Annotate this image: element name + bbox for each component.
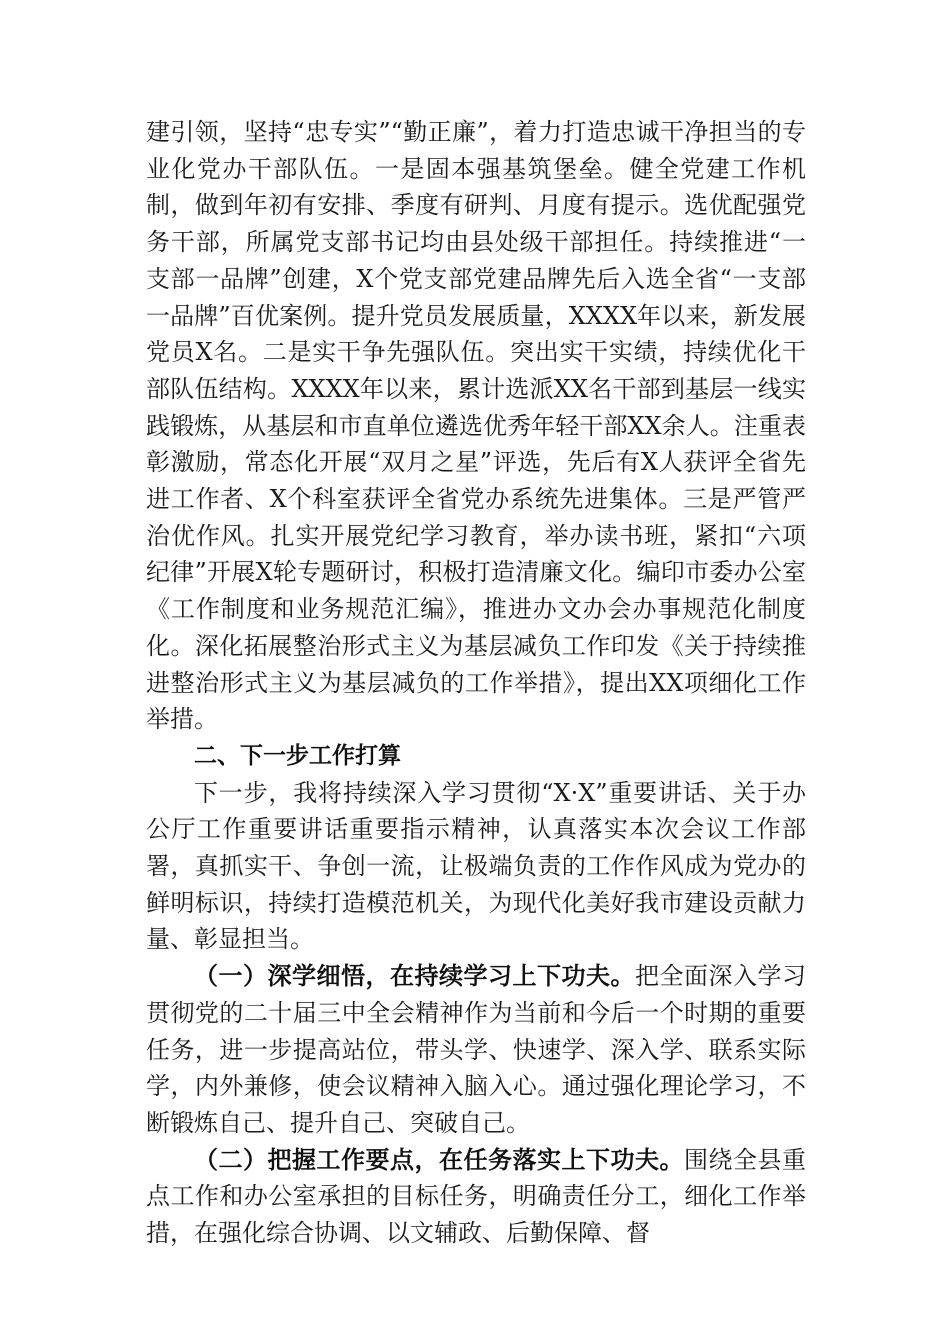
document-body (146, 114, 806, 1252)
item-2-body: 围绕全县重点工作和办公室承担的目标任务，明确责任分工，细化工作举措，在强化综合协调、以文辅政、后勤保障、督 (146, 1145, 806, 1248)
body-paragraph-1: 建引领，坚持“忠专实”“勤正廉”，着力打造忠诚干净担当的专业化党办干部队伍。一是固本强基筑堡垒。健全党建工作机制，做到年初有安排、季度有研判、月度有提示。选优配强党务干部，所属党支部书记均由县处级干部担任。持续推进“一支部一品牌”创建，X个党支部党建品牌先后入选全省“一支部一品牌”百优案例。提升党员发展质量，XXXX年以来，新发展党员X名。二是实干争先强队伍。突出实干实绩，持续优化干部队伍结构。XXXX年以来，累计选派XX名干部到基层一线实践锻炼，从基层和市直单位遴选优秀年轻干部XX余人。注重表彰激励，常态化开展“双月之星”评选，先后有X人获评全省先进工作者、X个科室获评全省党办系统先进集体。三是严管严治优作风。扎实开展党纪学习教育，举办读书班，紧扣“六项纪律”开展X轮专题研讨，积极打造清廉文化。编印市委办公室《工作制度和业务规范汇编》，推进办文办会办事规范化制度化。深化拓展整治形式主义为基层减负工作印发《关于持续推进整治形式主义为基层减负的工作举措》，提出XX项细化工作举措。 (146, 118, 806, 734)
item-1-paragraph (146, 958, 806, 1142)
body-paragraph-2: 下一步，我将持续深入学习贯彻“X·X”重要讲话、关于办公厅工作重要讲话重要指示精神，认真落实本次会议工作部署，真抓实干、争创一流，让极端负责的工作作风成为党办的鲜明标识，持续打造模范机关，为现代化美好我市建设贡献力量、彰显担当。 (146, 778, 806, 954)
item-2-paragraph (146, 1142, 806, 1252)
item-2-heading: （二）把握工作要点，在任务落实上下功夫。 (194, 1144, 684, 1174)
item-1-heading: （一）深学细悟，在持续学习上下功夫。 (194, 961, 635, 991)
item-1-body: 把全面深入学习贯彻党的二十届三中全会精神作为当前和今后一个时期的重要任务，进一步提高站位，带头学、快速学、深入学、联系实际学，内外兼修，使会议精神入脑入心。通过强化理论学习，不断锻炼自己、提升自己、突破自己。 (146, 962, 806, 1137)
section-heading: 二、下一步工作打算 (194, 742, 401, 769)
